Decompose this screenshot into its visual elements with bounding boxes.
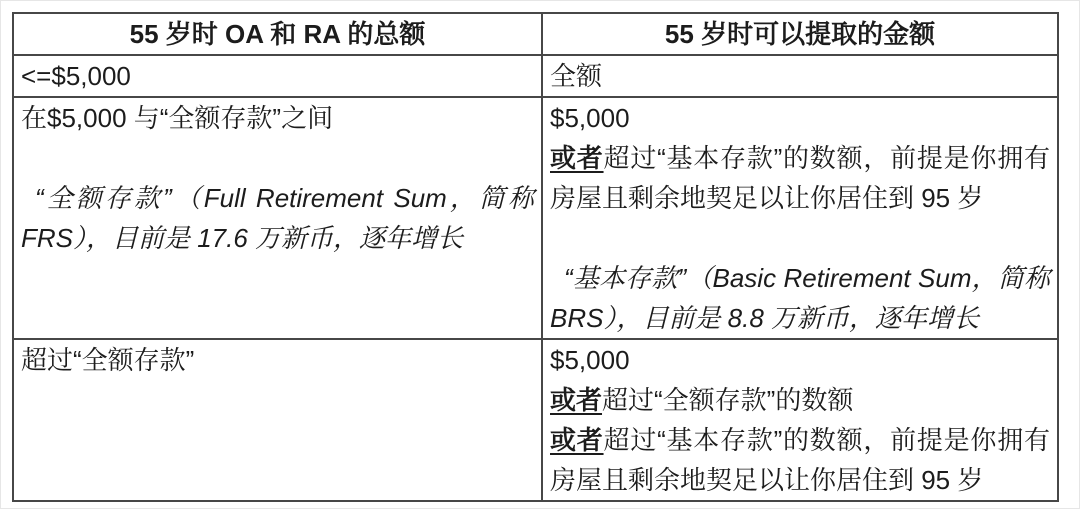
spacer [550,218,1050,258]
table-row-above-frs [13,339,1058,501]
frs-definition-note: “全额存款”（Full Retirement Sum，简称 FRS），目前是 17.6 万新币，逐年增长 [21,183,534,253]
amount-text: $5,000 [550,345,630,375]
spacer [21,138,534,178]
or-option-brs [550,420,1050,500]
or-option-text: 超过“基本存款”的数额，前提是你拥有房屋且剩余地契足以让你居住到 95 岁 [550,143,1050,213]
cell-r2-condition [13,97,542,339]
condition-text: 超过“全额存款” [21,345,195,375]
cell-r3-condition [13,339,542,501]
cpf-withdrawal-table [12,12,1059,502]
cell-r3-amount [542,339,1058,501]
cell-r1-amount [542,55,1058,97]
table-row-under-5000 [13,55,1058,97]
cell-r2-amount [542,97,1058,339]
or-prefix-label: 或者 [550,385,603,415]
amount-text: 全额 [550,61,603,91]
cell-r1-condition [13,55,542,97]
brs-definition-note: “基本存款”（Basic Retirement Sum，简称 BRS），目前是 8.8 万新币，逐年增长 [550,263,1050,333]
amount-text: $5,000 [550,103,630,133]
table-header-row [13,13,1058,55]
table-row-between-5000-and-frs [13,97,1058,339]
or-prefix-label: 或者 [550,425,604,455]
or-option-frs [550,380,1050,420]
condition-text: 在$5,000 与“全额存款”之间 [21,103,334,133]
or-option-brs [550,138,1050,218]
header-cell-withdrawable-amount: 55 岁时可以提取的金额 [542,13,1058,55]
header-cell-oa-ra-total: 55 岁时 OA 和 RA 的总额 [13,13,542,55]
or-option-text: 超过“基本存款”的数额，前提是你拥有房屋且剩余地契足以让你居住到 95 岁 [550,425,1050,495]
or-prefix-label: 或者 [550,143,604,173]
or-option-text: 超过“全额存款”的数额 [602,385,854,415]
condition-text: <=$5,000 [21,61,131,91]
